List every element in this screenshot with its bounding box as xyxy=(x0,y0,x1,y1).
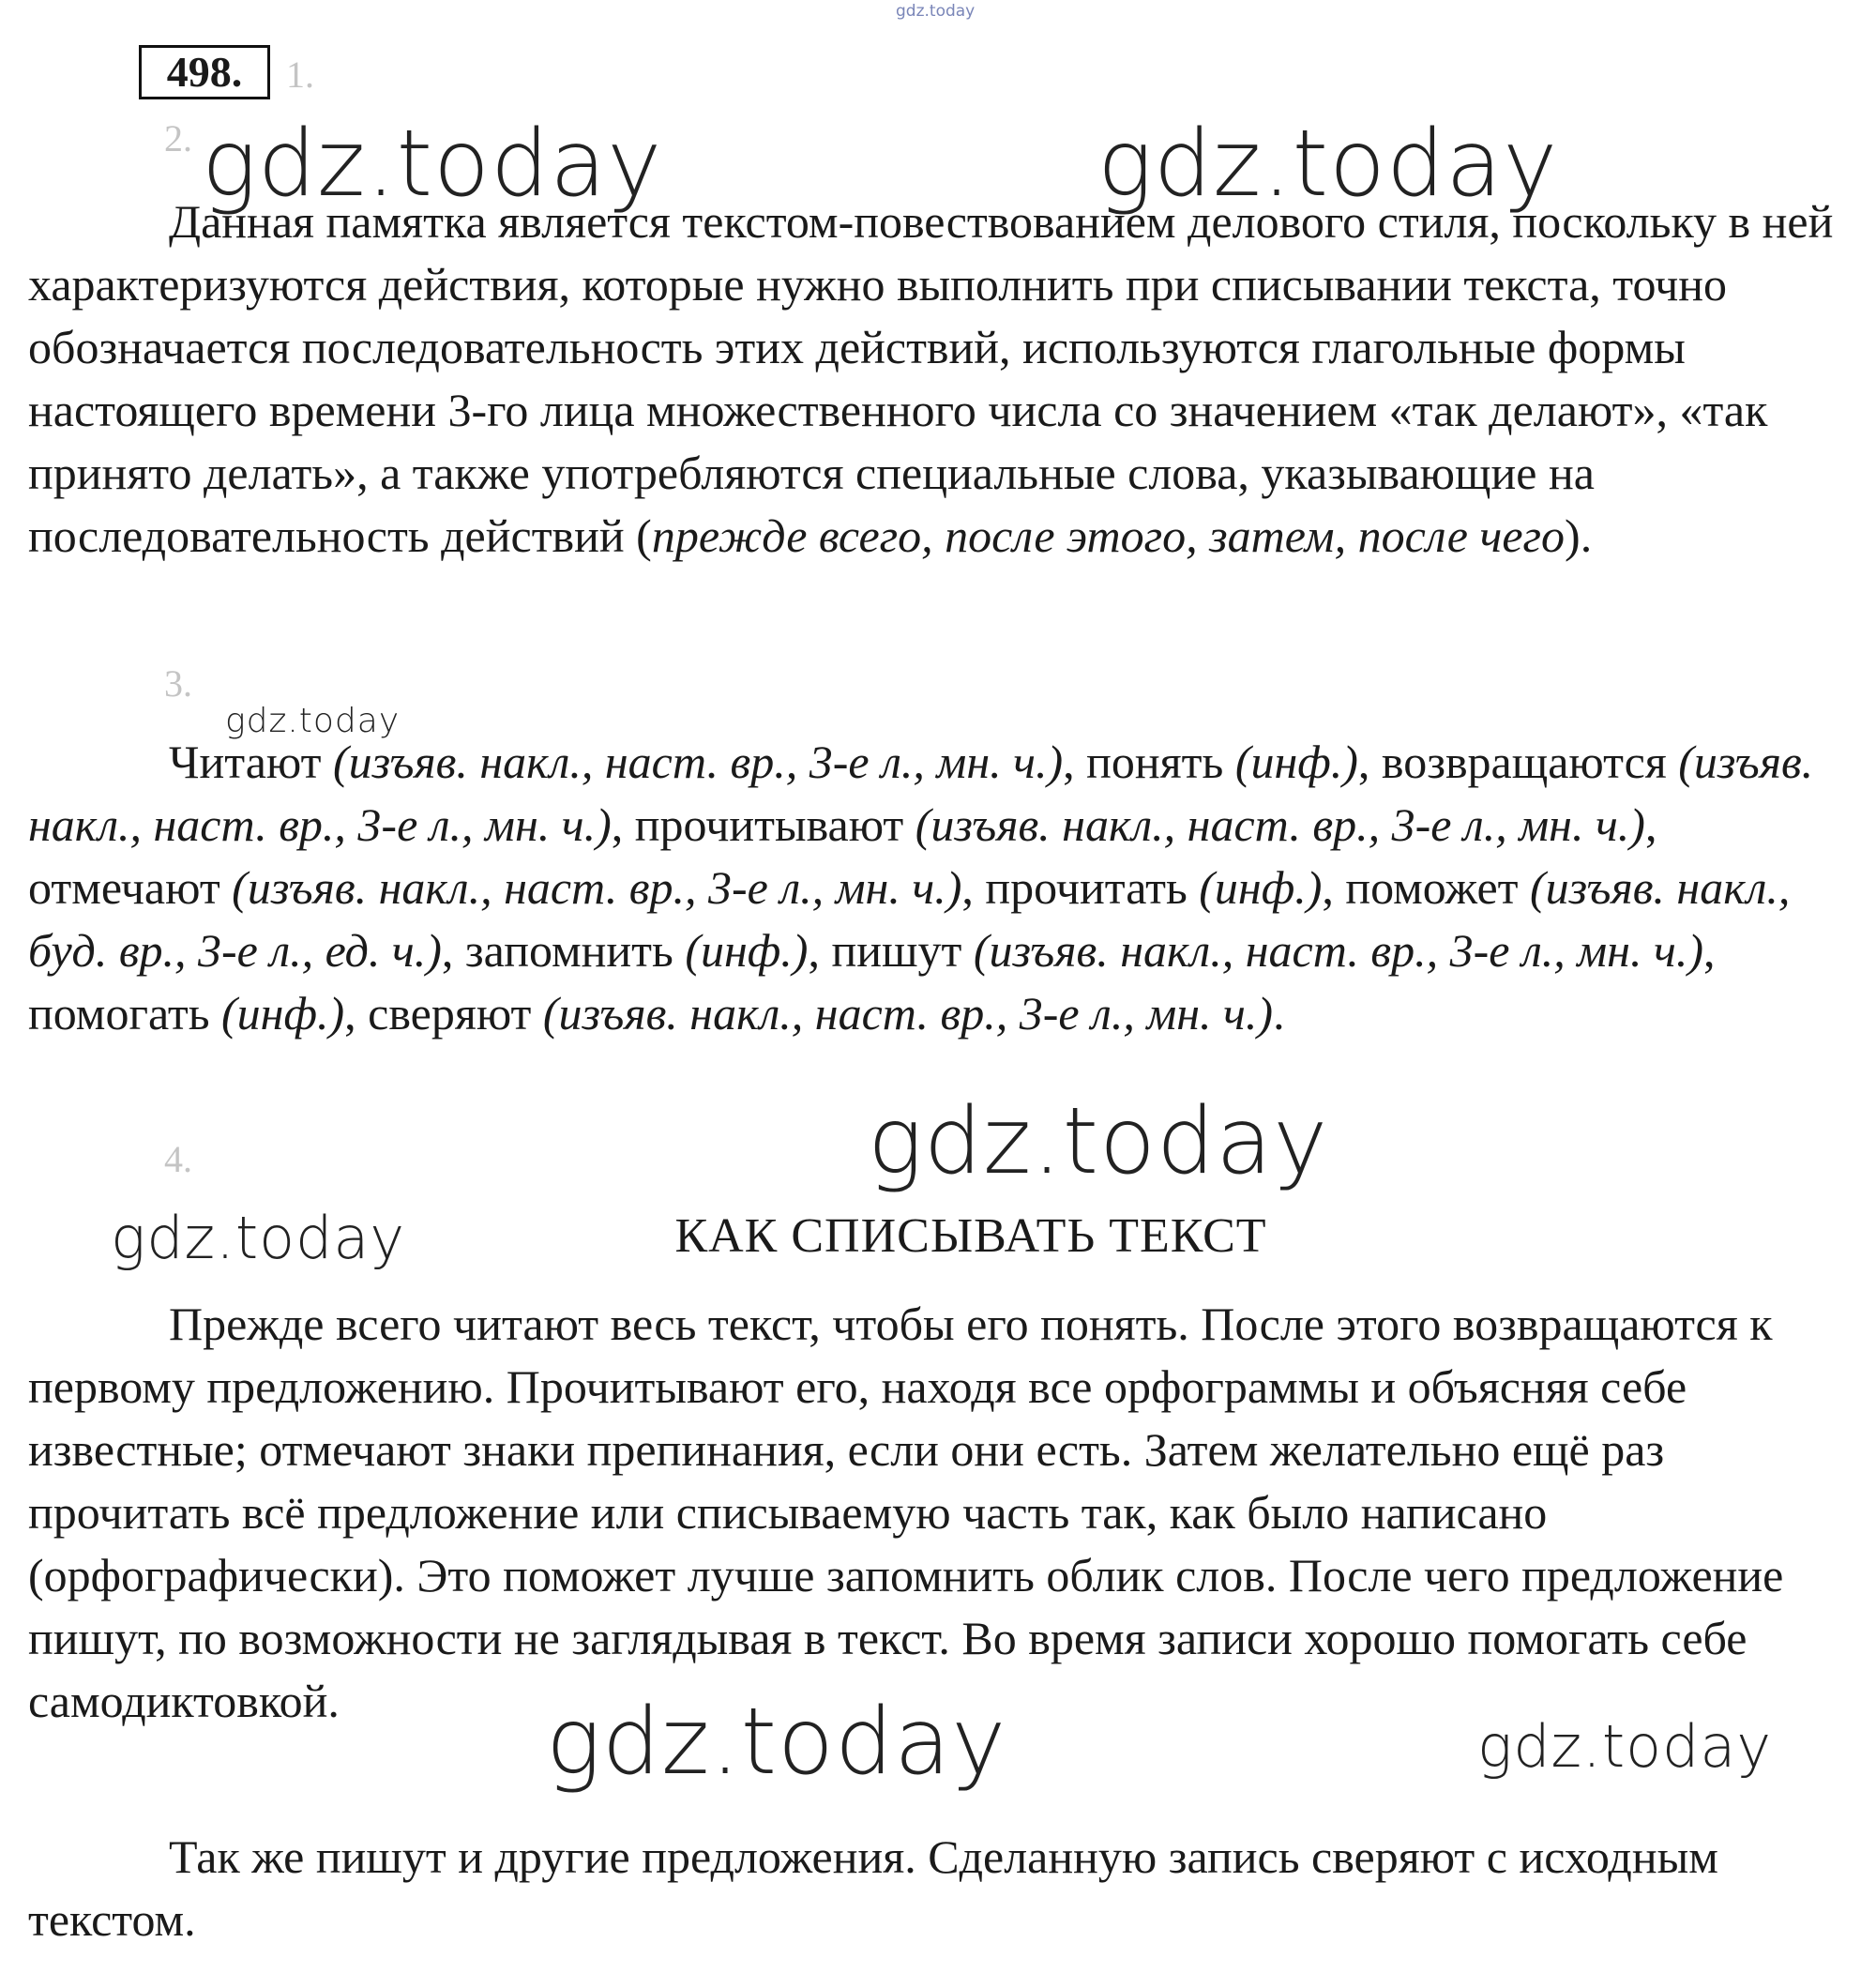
section-4-paragraph-1-text: Прежде всего читают весь текст, чтобы его понять. После этого возвращаются к первому предложению. Прочитывают его, находя все орфограммы и объясняя себе известные; отмечают знаки препинания, если они есть. Затем желательно ещё раз прочитать всё предложение или списываемую часть так, как было написано (орфографически). Это поможет лучше запомнить облик слов. После чего предложение пишут, по возможности не заглядывая в текст. Во время записи хорошо помогать себе самодиктовкой. xyxy=(28,1298,1784,1727)
verb-form-text: . xyxy=(1273,987,1285,1040)
grammar-annotation: (изъяв. накл., наст. вр., 3-е л., мн. ч.) xyxy=(915,798,1645,851)
item-number-4: 4. xyxy=(164,1138,192,1180)
section-3-paragraph xyxy=(28,731,1857,1045)
watermark-logo: gdz.today xyxy=(868,1088,1329,1195)
item-number-3: 3. xyxy=(164,662,192,705)
verb-form-text: , понять xyxy=(1063,736,1235,788)
verb-form-text: , прочитывают xyxy=(611,798,915,851)
grammar-annotation: (изъяв. накл., наст. вр., 3-е л., мн. ч.) xyxy=(332,736,1064,788)
item-number-2: 2. xyxy=(164,117,192,159)
verb-form-text: , сверяют xyxy=(344,987,543,1040)
verb-form-text: Читают xyxy=(169,736,333,788)
grammar-annotation: (изъяв. накл., наст. вр., 3-е л., мн. ч.) xyxy=(973,924,1703,977)
watermark-logo: gdz.today xyxy=(1097,111,1559,218)
grammar-annotation: (изъяв. накл., наст. вр., 3-е л., мн. ч.) xyxy=(232,861,962,914)
section-4-paragraph-2 xyxy=(28,1826,1857,1951)
grammar-annotation: (инф.) xyxy=(1199,861,1323,914)
watermark-logo: gdz.today xyxy=(1477,1712,1773,1781)
grammar-annotation: (изъяв. накл., наст. вр., 3-е л., мн. ч.) xyxy=(28,736,1814,851)
verb-form-text: , пишут xyxy=(808,924,974,977)
watermark-logo: gdz.today xyxy=(111,1204,406,1272)
section-2-paragraph xyxy=(28,190,1857,568)
section-4-paragraph-2-text: Так же пишут и другие предложения. Сделанную запись сверяют с исходным текстом. xyxy=(28,1830,1718,1946)
verb-form-text: , запомнить xyxy=(441,924,686,977)
verb-form-text: , прочитать xyxy=(961,861,1200,914)
top-watermark: gdz.today xyxy=(896,2,976,21)
verb-form-text: , помогать xyxy=(28,924,1716,1040)
grammar-annotation: (инф.) xyxy=(685,924,809,977)
watermark-logo: gdz.today xyxy=(546,1689,1007,1796)
section-4-heading: КАК СПИСЫВАТЬ ТЕКСТ xyxy=(674,1209,1267,1263)
section-2-end: ). xyxy=(1565,509,1593,562)
section-4-paragraph-1 xyxy=(28,1293,1857,1733)
verb-form-text: , возвращаются xyxy=(1357,736,1679,788)
watermark-logo: gdz.today xyxy=(225,702,401,740)
section-2-italic: прежде всего, после этого, затем, после чего xyxy=(651,509,1566,562)
verb-form-text: , отмечают xyxy=(28,798,1657,914)
item-number-1: 1. xyxy=(286,53,314,96)
grammar-annotation: (изъяв. накл., наст. вр., 3-е л., мн. ч.) xyxy=(542,987,1274,1040)
grammar-annotation: (изъяв. накл., буд. вр., 3-е л., ед. ч.) xyxy=(28,861,1791,977)
verb-form-text: , поможет xyxy=(1322,861,1530,914)
grammar-annotation: (инф.) xyxy=(221,987,345,1040)
grammar-annotation: (инф.) xyxy=(1234,736,1358,788)
exercise-number-box: 498. xyxy=(139,45,270,99)
section-2-text: Данная памятка является текстом-повествованием делового стиля, поскольку в ней характеризуются действия, которые нужно выполнить при списывании текста, точно обозначается последовательность этих действий, используются глагольные формы настоящего времени 3-го лица множественного числа со значением «так делают», «так принято делать», а также употребляются специальные слова, указывающие на последовательность действий ( xyxy=(28,195,1834,562)
watermark-logo: gdz.today xyxy=(202,111,663,218)
